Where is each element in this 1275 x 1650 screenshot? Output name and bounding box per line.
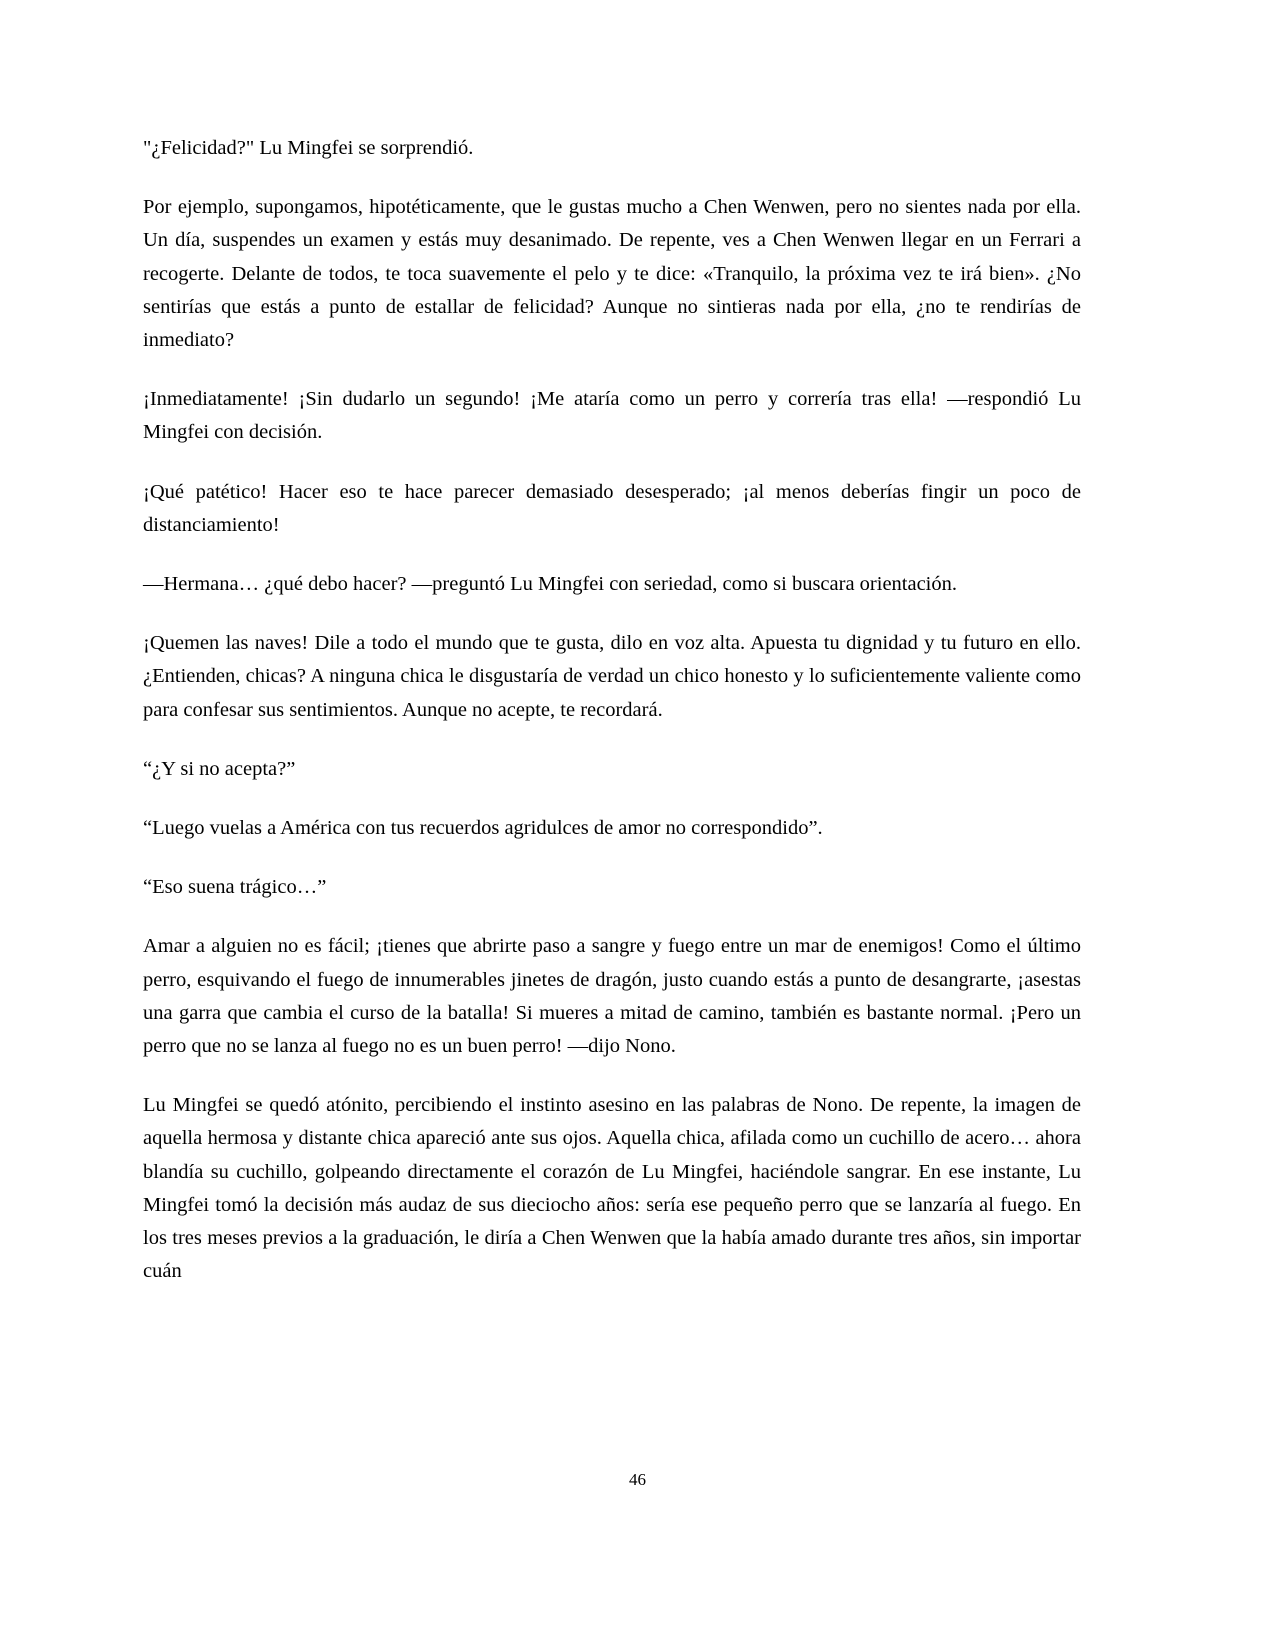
paragraph: Por ejemplo, supongamos, hipotéticamente, que le gustas mucho a Chen Wenwen, pero no sientes nada por ella. Un día, suspendes un examen y estás muy desanimado. De repente, ves a Chen Wenwen llegar en un Ferrari a recogerte. Delante de todos, te toca suavemente el pelo y te dice: «Tranquilo, la próxima vez te irá bien». ¿No sentirías que estás a punto de estallar de felicidad? Aunque no sintieras nada por ella, ¿no te rendirías de inmediato? [143,196,1081,352]
paragraph: “Eso suena trágico…” [143,876,327,899]
page-number: 46 [629,1470,646,1489]
paragraph: "¿Felicidad?" Lu Mingfei se sorprendió. [143,137,474,159]
page-body-text [143,132,1081,1288]
paragraph: ¡Quemen las naves! Dile a todo el mundo que te gusta, dilo en voz alta. Apuesta tu dignidad y tu futuro en ello. ¿Entienden, chicas? A ninguna chica le disgustaría de verdad un chico honesto y lo suficientemente valiente como para confesar sus sentimientos. Aunque no acepte, te recordará. [143,632,1081,721]
paragraph: —Hermana… ¿qué debo hacer? —preguntó Lu Mingfei con seriedad, como si buscara orientación. [143,573,958,596]
paragraph: Lu Mingfei se quedó atónito, percibiendo el instinto asesino en las palabras de Nono. De repente, la imagen de aquella hermosa y distante chica apareció ante sus ojos. Aquella chica, afilada como un cuchillo de acero… ahora blandía su cuchillo, golpeando directamente el corazón de Lu Mingfei, haciéndole sangrar. En ese instante, Lu Mingfei tomó la decisión más audaz de sus dieciocho años: sería ese pequeño perro que se lanzaría al fuego. En los tres meses previos a la graduación, le diría a Chen Wenwen que la había amado durante tres años, sin importar cuán [143,1094,1081,1283]
paragraph: “Luego vuelas a América con tus recuerdos agridulces de amor no correspondido”. [143,817,823,840]
paragraph: ¡Inmediatamente! ¡Sin dudarlo un segundo! ¡Me ataría como un perro y correría tras ella! —respondió Lu Mingfei con decisión. [143,388,1081,444]
paragraph: “¿Y si no acepta?” [143,757,296,780]
paragraph: Amar a alguien no es fácil; ¡tienes que abrirte paso a sangre y fuego entre un mar de enemigos! Como el último perro, esquivando el fuego de innumerables jinetes de dragón, justo cuando estás a punto de desangrarte, ¡asestas una garra que cambia el curso de la batalla! Si mueres a mitad de camino, también es bastante normal. ¡Pero un perro que no se lanza al fuego no es un buen perro! —dijo Nono. [143,935,1081,1058]
paragraph: ¡Qué patético! Hacer eso te hace parecer demasiado desesperado; ¡al menos deberías fingir un poco de distanciamiento! [143,480,1081,536]
